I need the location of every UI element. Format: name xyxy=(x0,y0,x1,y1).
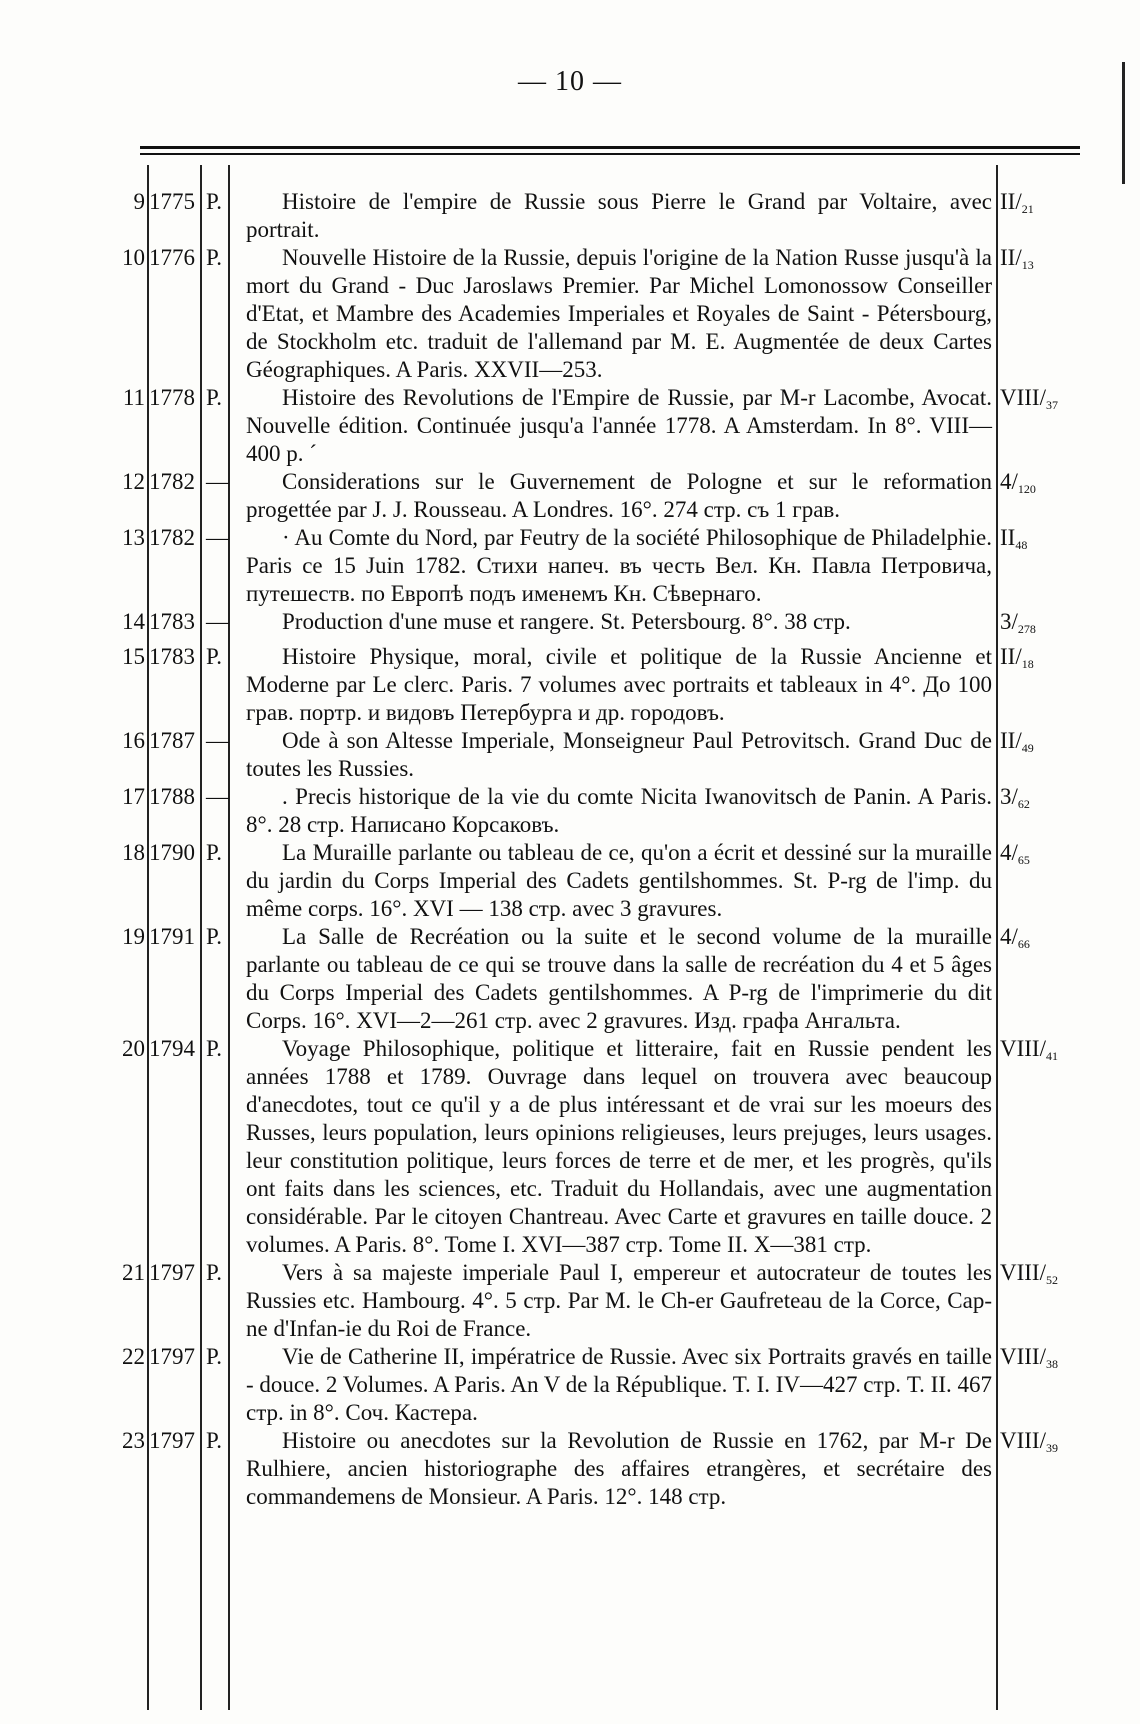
reference-main: 4/ xyxy=(1000,840,1018,865)
reference-sub: 278 xyxy=(1017,622,1036,636)
entry-year: 1797 xyxy=(149,1344,195,1369)
reference-main: VIII/ xyxy=(1000,1428,1046,1453)
entry-number: 15 xyxy=(122,644,145,669)
reference-sub: 48 xyxy=(1015,538,1028,552)
table-row xyxy=(0,727,1140,783)
entry-description: La Salle de Recréation ou la suite et le second volume de la muraille parlante ou tableau de ce qui se trouve dans la salle de recréation du 4 et 5 âges du Corps Imperial des Cadets gentilshommes. A P-rg de l'imprimerie du dit Corps. 16°. XVI—2—261 стр. avec 2 gravures. Изд. графа Ангальта. xyxy=(246,924,992,1033)
entry-mark: — xyxy=(206,728,229,753)
entry-mark: P. xyxy=(206,1036,222,1061)
reference-main: VIII/ xyxy=(1000,1260,1046,1285)
entry-year: 1776 xyxy=(149,245,195,270)
entry-mark: P. xyxy=(206,245,222,270)
entry-reference xyxy=(996,244,1096,279)
entry-reference xyxy=(996,643,1096,678)
entry-year: 1794 xyxy=(149,1036,195,1061)
entry-description: Histoire Physique, moral, civile et politique de la Russie Ancienne et Moderne par Le clerc. Paris. 7 volumes avec portraits et tableaux in 4°. До 100 грав. портр. и видовъ Петербурга и др. городовъ. xyxy=(246,644,992,725)
entry-description: Ode à son Altesse Imperiale, Monseigneur Paul Petrovitsch. Grand Duc de toutes les Russies. xyxy=(246,728,992,781)
table-row xyxy=(0,839,1140,923)
reference-sub: 37 xyxy=(1045,398,1058,412)
table-row xyxy=(0,524,1140,608)
entry-reference xyxy=(996,608,1096,643)
reference-main: 4/ xyxy=(1000,469,1018,494)
entry-year: 1782 xyxy=(149,469,195,494)
entry-reference xyxy=(996,468,1096,503)
entry-mark: P. xyxy=(206,924,222,949)
entry-description: Production d'une muse et rangere. St. Petersbourg. 8°. 38 стр. xyxy=(282,609,851,634)
entry-number: 19 xyxy=(122,924,145,949)
entry-mark: — xyxy=(206,525,229,550)
entry-number: 17 xyxy=(122,784,145,809)
entry-number: 14 xyxy=(122,609,145,634)
entry-number: 20 xyxy=(122,1036,145,1061)
entry-description: Nouvelle Histoire de la Russie, depuis l'origine de la Nation Russe jusqu'à la mort du Grand - Duc Jaroslaws Premier. Par Michel Lomonossow Conseiller d'Etat, et Mambre des Academies Imperiales et Royales de Saint - Pétersbourg, de Stockholm etc. traduit de l'allemand par M. E. Augmentée de deux Cartes Géographiques. A Paris. XXVII—253. xyxy=(246,245,992,382)
reference-sub: 49 xyxy=(1021,741,1034,755)
entry-description: Histoire de l'empire de Russie sous Pierre le Grand par Voltaire, avec portrait. xyxy=(246,189,992,242)
entry-description: Voyage Philosophique, politique et litteraire, fait en Russie pendent les années 1788 et 1789. Ouvrage dans lequel on trouvera avec beaucoup d'anecdotes, tout ce qu'il y a de plus intéressant et de vrai sur les moeurs des Russes, leurs population, leurs opinions religieuses, leurs prejuges, leurs usages. leur constitution politique, leurs forces de terre et de mer, et les progrès, qu'ils ont faits dans les sciences, etc. Traduit du Hollandais, avec une augmentation considérable. Par le citoyen Chantreau. Avec Carte et gravures en taille douce. 2 volumes. A Paris. 8°. Tome I. XVI—387 стр. Tome II. X—381 стр. xyxy=(246,1036,992,1257)
reference-main: II xyxy=(1000,525,1016,550)
entry-description: Vers à sa majeste imperiale Paul I, empereur et autocrateur de toutes les Russies etc. Hambourg. 4°. 5 стр. Par M. le Ch-er Gaufreteau de la Corce, Cap-ne d'Infan-ie du Roi de France. xyxy=(246,1260,992,1341)
bibliography-table xyxy=(0,188,1140,1511)
reference-main: II/ xyxy=(1000,728,1022,753)
entry-year: 1782 xyxy=(149,525,195,550)
reference-sub: 65 xyxy=(1017,853,1030,867)
reference-sub: 41 xyxy=(1045,1049,1058,1063)
entry-reference xyxy=(996,1035,1096,1070)
entry-reference xyxy=(996,384,1096,419)
entry-number: 23 xyxy=(122,1428,145,1453)
reference-main: VIII/ xyxy=(1000,1344,1046,1369)
table-row xyxy=(0,384,1140,468)
entry-mark: P. xyxy=(206,1344,222,1369)
entry-mark: P. xyxy=(206,644,222,669)
reference-sub: 66 xyxy=(1017,937,1030,951)
entry-year: 1797 xyxy=(149,1260,195,1285)
table-row xyxy=(0,1035,1140,1259)
reference-sub: 62 xyxy=(1017,797,1030,811)
entry-reference xyxy=(996,727,1096,762)
table-row xyxy=(0,188,1140,244)
entry-reference xyxy=(996,783,1096,818)
table-row xyxy=(0,244,1140,384)
reference-sub: 38 xyxy=(1045,1357,1058,1371)
entry-year: 1783 xyxy=(149,609,195,634)
reference-main: 4/ xyxy=(1000,924,1018,949)
reference-sub: 120 xyxy=(1017,482,1036,496)
entry-mark: P. xyxy=(206,385,222,410)
entry-year: 1791 xyxy=(149,924,195,949)
entry-reference xyxy=(996,1427,1096,1462)
entry-number: 16 xyxy=(122,728,145,753)
reference-main: VIII/ xyxy=(1000,385,1046,410)
entry-description: Histoire ou anecdotes sur la Revolution de Russie en 1762, par M-r De Rulhiere, ancien historiographe des affaires etrangères, et secrétaire des commandemens de Monsieur. A Paris. 12°. 148 стр. xyxy=(246,1428,992,1509)
entry-number: 11 xyxy=(122,385,145,410)
entry-description: Histoire des Revolutions de l'Empire de Russie, par M-r Lacombe, Avocat. Nouvelle édition. Continuée jusqu'a l'année 1778. A Amsterdam. In 8°. VIII—400 p. ´ xyxy=(246,385,992,466)
entry-year: 1788 xyxy=(149,784,195,809)
table-row xyxy=(0,923,1140,1035)
reference-sub: 21 xyxy=(1021,202,1034,216)
entry-year: 1790 xyxy=(149,840,195,865)
table-row xyxy=(0,608,1140,643)
entry-year: 1778 xyxy=(149,385,195,410)
entry-year: 1787 xyxy=(149,728,195,753)
entry-reference xyxy=(996,524,1096,559)
entry-description: La Muraille parlante ou tableau de ce, qu'on a écrit et dessiné sur la muraille du jardin du Corps Imperial des Cadets gentilshommes. St. P-rg de l'imp. du même corps. 16°. XVI — 138 стр. avec 3 gravures. xyxy=(246,840,992,921)
entry-year: 1797 xyxy=(149,1428,195,1453)
reference-sub: 18 xyxy=(1021,657,1034,671)
reference-sub: 52 xyxy=(1045,1273,1058,1287)
entry-number: 9 xyxy=(133,189,145,214)
entry-mark: P. xyxy=(206,189,222,214)
table-row xyxy=(0,1343,1140,1427)
entry-reference xyxy=(996,839,1096,874)
table-row xyxy=(0,468,1140,524)
entry-description: . Precis historique de la vie du comte Nicita Iwanovitsch de Panin. A Paris. 8°. 28 стр. Написано Корсаковъ. xyxy=(246,784,992,837)
header-rule xyxy=(140,146,1080,149)
entry-reference xyxy=(996,1259,1096,1294)
entry-year: 1783 xyxy=(149,644,195,669)
reference-main: II/ xyxy=(1000,245,1022,270)
entry-year: 1775 xyxy=(149,189,195,214)
entry-number: 18 xyxy=(122,840,145,865)
entry-mark: P. xyxy=(206,1428,222,1453)
reference-main: II/ xyxy=(1000,644,1022,669)
entry-number: 12 xyxy=(122,469,145,494)
entry-reference xyxy=(996,1343,1096,1378)
page-number: — 10 — xyxy=(518,66,622,97)
entry-reference xyxy=(996,188,1096,223)
entry-description: · Au Comte du Nord, par Feutry de la société Philosophique de Philadelphie. Paris ce 15 Juin 1782. Стихи напеч. въ честь Вел. Кн. Павла Петровича, путешеств. по Европѣ подъ именемъ Кн. Сѣвернаго. xyxy=(246,525,992,606)
entry-mark: — xyxy=(206,609,229,634)
entry-description: Considerations sur le Guvernement de Pologne et sur le reformation progettée par J. J. Rousseau. A Londres. 16°. 274 стр. съ 1 грав. xyxy=(246,469,992,522)
table-row xyxy=(0,783,1140,839)
entry-description: Vie de Catherine II, impératrice de Russie. Avec six Portraits gravés en taille - douce. 2 Volumes. A Paris. An V de la République. T. I. IV—427 стр. T. II. 467 стр. in 8°. Соч. Кастера. xyxy=(246,1344,992,1425)
reference-sub: 13 xyxy=(1021,258,1034,272)
reference-main: 3/ xyxy=(1000,784,1018,809)
table-row xyxy=(0,1259,1140,1343)
reference-main: 3/ xyxy=(1000,609,1018,634)
table-row xyxy=(0,643,1140,727)
entry-number: 13 xyxy=(122,525,145,550)
reference-sub: 39 xyxy=(1045,1441,1058,1455)
entry-mark: P. xyxy=(206,1260,222,1285)
reference-main: VIII/ xyxy=(1000,1036,1046,1061)
margin-rule xyxy=(1122,62,1125,184)
header-rule-thin xyxy=(140,153,1080,155)
entry-mark: P. xyxy=(206,840,222,865)
entry-number: 21 xyxy=(122,1260,145,1285)
table-row xyxy=(0,1427,1140,1511)
entry-number: 10 xyxy=(122,245,145,270)
reference-main: II/ xyxy=(1000,189,1022,214)
entry-reference xyxy=(996,923,1096,958)
entry-mark: — xyxy=(206,469,229,494)
entry-mark: — xyxy=(206,784,229,809)
entry-number: 22 xyxy=(122,1344,145,1369)
